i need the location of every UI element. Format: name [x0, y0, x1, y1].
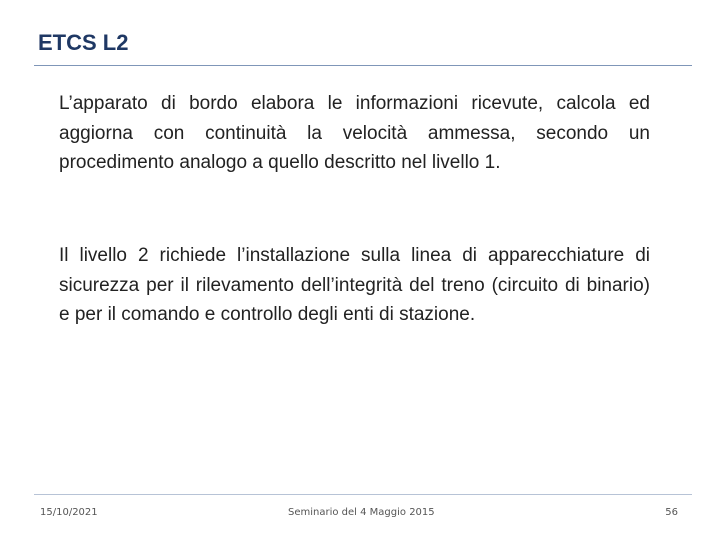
footer-date: 15/10/2021	[40, 507, 98, 518]
footer-event: Seminario del 4 Maggio 2015	[288, 507, 435, 518]
page-number: 56	[665, 507, 678, 518]
footer-divider	[34, 494, 692, 495]
body-paragraph-2: Il livello 2 richiede l’installazione sulla linea di apparecchiature di sicurezza per il rilevamento dell’integrità del treno (circuito di binario) e per il comando e controllo degli enti di stazione.	[59, 245, 650, 325]
slide-title: ETCS L2	[38, 30, 129, 55]
title-divider	[34, 65, 692, 66]
body-paragraph-1: L’apparato di bordo elabora le informazioni ricevute, calcola ed aggiorna con continuità la velocità ammessa, secondo un procedimento analogo a quello descritto nel livello 1.	[59, 93, 650, 173]
